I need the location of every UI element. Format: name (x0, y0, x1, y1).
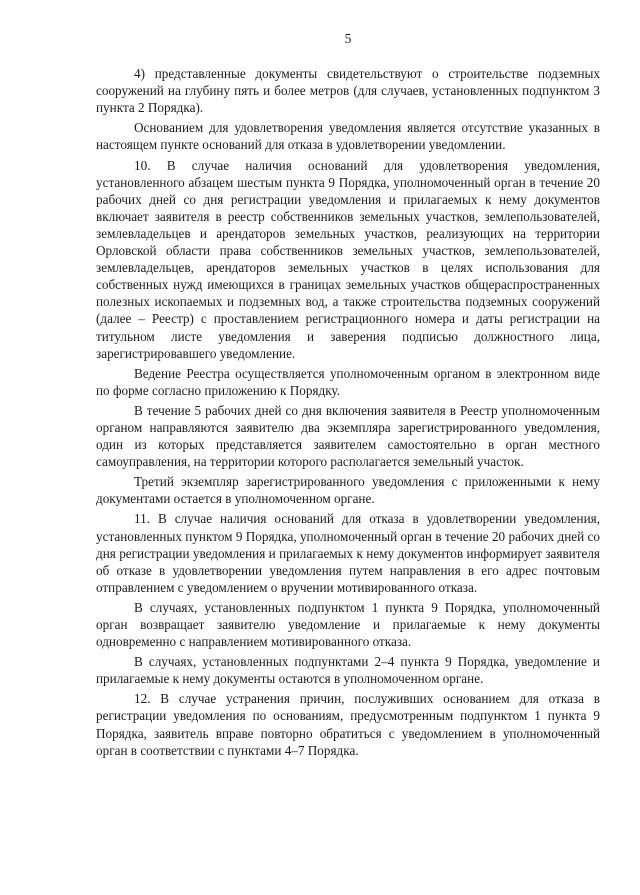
paragraph-return-documents: В случаях, установленных подпунктом 1 пункта 9 Порядка, уполномоченный орган возвращает заявителю уведомление и прилагаемые к нему документы одновременно с направлением мотивированного отказа. (96, 599, 600, 650)
paragraph-clause-11: 11. В случае наличия оснований для отказа в удовлетворении уведомления, установленных пунктом 9 Порядка, уполномоченный орган в течение 20 рабочих дней со дня регистрации уведомления и прилагаемых к нему документов информирует заявителя об отказе в удовлетворении уведомления путем направления в его адрес почтовым отправлением с уведомлением о вручении мотивированного отказа. (96, 511, 600, 595)
page-number: 5 (344, 31, 352, 46)
paragraph-basis-for-approval: Основанием для удовлетворения уведомления является отсутствие указанных в настоящем пункте оснований для отказа в удовлетворении уведомлении. (96, 120, 600, 153)
paragraph-subclause-4: 4) представленные документы свидетельствуют о строительстве подземных сооружений на глубину пять и более метров (для случаев, установленных подпунктом 3 пункта 2 Порядка). (96, 66, 600, 116)
paragraph-registry-inclusion: В течение 5 рабочих дней со дня включения заявителя в Реестр уполномоченным органом направляются заявителю два экземпляра зарегистрированного уведомления, один из которых представляется заявителем самостоятельно в орган местного самоуправления, на территории которого располагается земельный участок. (96, 402, 600, 470)
paragraph-third-copy: Третий экземпляр зарегистрированного уведомления с приложенными к нему документами остается в уполномоченном органе. (96, 474, 600, 507)
paragraph-documents-remain: В случаях, установленных подпунктами 2–4 пункта 9 Порядка, уведомление и прилагаемые к нему документы остаются в уполномоченном органе. (96, 654, 600, 687)
paragraph-clause-12: 12. В случае устранения причин, послуживших основанием для отказа в регистрации уведомления по основаниям, предусмотренным подпунктом 1 пункта 9 Порядка, заявитель вправе повторно обратиться с уведомлением в уполномоченный орган в соответствии с пунктами 4–7 Порядка. (96, 691, 600, 758)
paragraph-registry-maintenance: Ведение Реестра осуществляется уполномоченным органом в электронном виде по форме согласно приложению к Порядку. (96, 365, 600, 398)
document-page (96, 30, 600, 762)
paragraph-clause-10: 10. В случае наличия оснований для удовлетворения уведомления, установленного абзацем шестым пункта 9 Порядка, уполномоченный орган в течение 20 рабочих дней со дня регистрации уведомления и прилагаемых к нему документов включает заявителя в реестр собственников земельных участков, землепользователей, землевладельцев и арендаторов земельных участков, реализующих на территории Орловской области права собственников земельных участков, землепользователей, землевладельцев, арендаторов земельных участков в целях использования для собственных нужд имеющихся в границах земельных участков общераспространенных полезных ископаемых и подземных вод, а также строительства подземных сооружений (далее – Реестр) с проставлением регистрационного номера и даты регистрации на титульном листе уведомления и заверения подписью должностного лица, зарегистрировавшего уведомление. (96, 157, 600, 361)
